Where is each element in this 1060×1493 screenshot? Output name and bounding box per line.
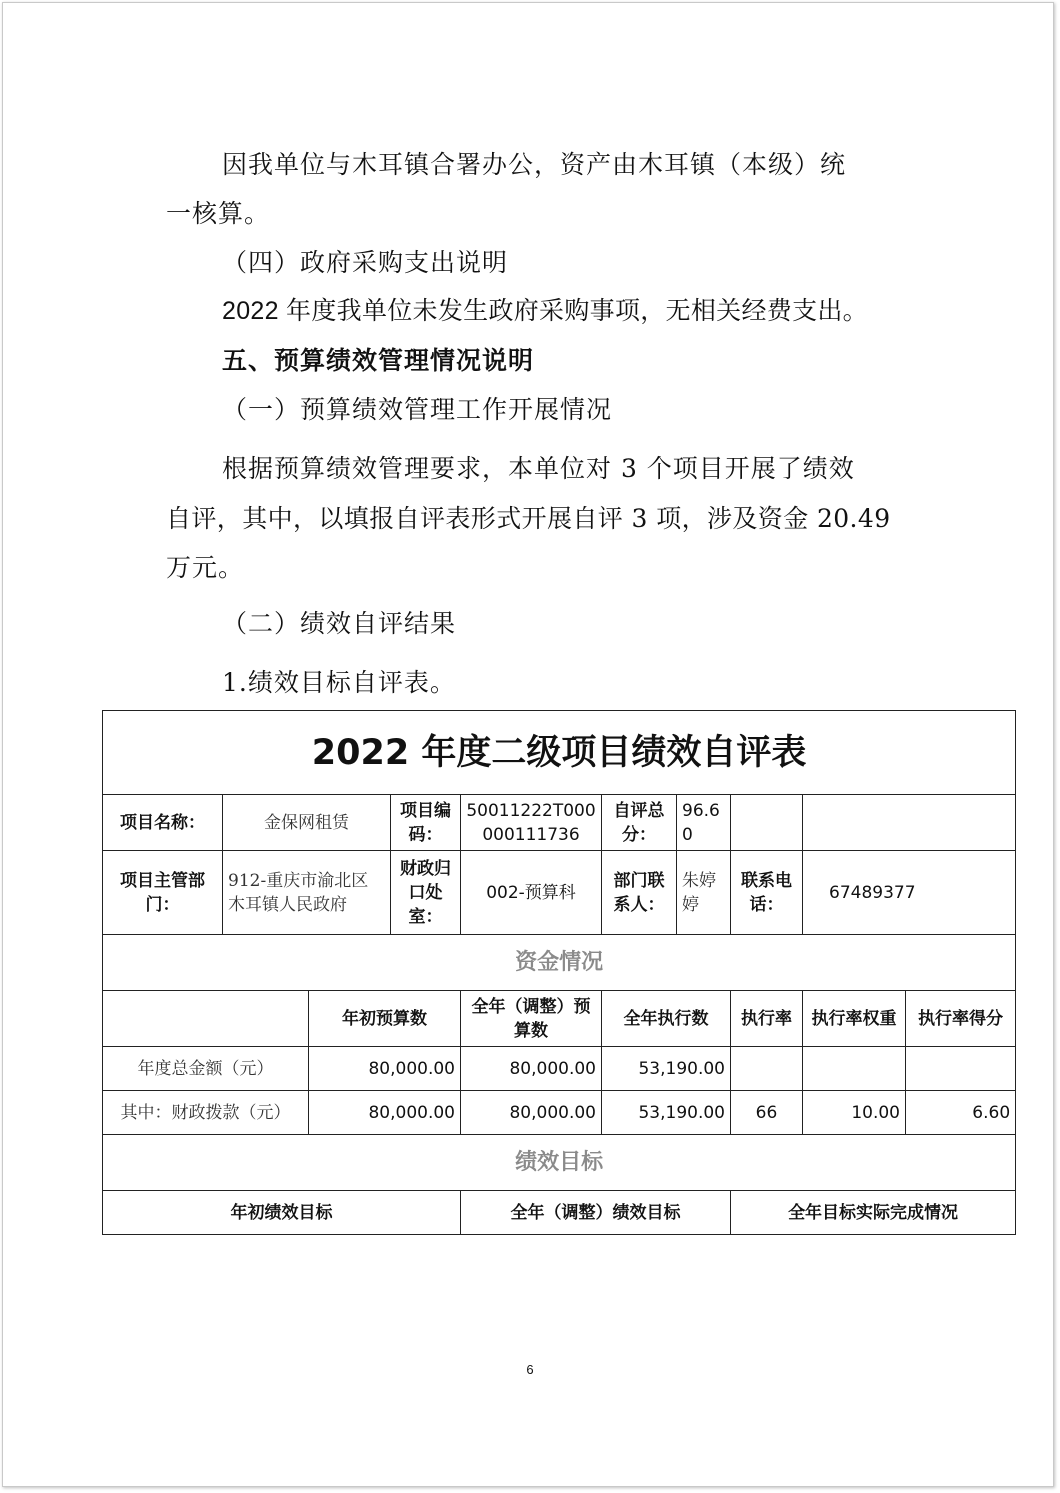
heading-section-five: 五、预算绩效管理情况说明 [222,346,535,375]
paragraph-assets-line2: 一核算。 [166,199,271,228]
adjusted-budget: 80,000.00 [461,1047,602,1091]
table-row [103,1091,1016,1135]
executed-amount: 53,190.00 [602,1091,731,1135]
col-header-weight: 执行率权重 [803,991,906,1047]
table-row [103,1047,1016,1091]
rate-score: 6.60 [906,1091,1016,1135]
col-header-adjusted: 全年（调整）预算数 [461,991,602,1047]
self-score-label: 自评总分： [602,795,677,851]
col-header-rate: 执行率 [731,991,803,1047]
table-title: 2022 年度二级项目绩效自评表 [103,711,1016,795]
heading-self-eval-results: （二）绩效自评结果 [222,609,457,638]
paragraph-performance-line3: 万元。 [166,553,245,582]
heading-procurement: （四）政府采购支出说明 [222,248,509,277]
rate-weight: 10.00 [803,1091,906,1135]
phone-value: 67489377 [803,851,1016,935]
initial-budget: 80,000.00 [309,1047,461,1091]
dept-value: 912-重庆市渝北区木耳镇人民政府 [223,851,391,935]
project-code-value: 50011222T000000111736 [461,795,602,851]
perf-header-actual: 全年目标实际完成情况 [731,1191,1016,1235]
dept-label: 项目主管部门： [103,851,223,935]
paragraph-assets-line1: 因我单位与木耳镇合署办公，资产由木耳镇（本级）统 [222,150,847,179]
contact-label: 部门联系人： [602,851,677,935]
col-header-initial: 年初预算数 [309,991,461,1047]
performance-section-header: 绩效目标 [103,1135,1016,1191]
row-label: 其中：财政拨款（元） [103,1091,309,1135]
project-name-label: 项目名称： [103,795,223,851]
paragraph-performance-line2: 自评，其中，以填报自评表形式开展自评 3 项，涉及资金 20.49 [166,504,891,533]
paragraph-procurement: 2022 年度我单位未发生政府采购事项，无相关经费支出。 [222,297,868,325]
empty-cell [103,991,309,1047]
finance-office-label: 财政归口处室： [391,851,461,935]
empty-cell [803,795,1016,851]
paragraph-performance-line1: 根据预算绩效管理要求，本单位对 3 个项目开展了绩效 [222,454,855,483]
perf-header-initial: 年初绩效目标 [103,1191,461,1235]
execution-rate [731,1047,803,1091]
rate-score [906,1047,1016,1091]
project-code-label: 项目编码： [391,795,461,851]
funds-section-header: 资金情况 [103,935,1016,991]
col-header-executed: 全年执行数 [602,991,731,1047]
adjusted-budget: 80,000.00 [461,1091,602,1135]
execution-rate: 66 [731,1091,803,1135]
page-number: 6 [526,1362,534,1377]
project-name-value: 金保网租赁 [223,795,391,851]
contact-value: 朱婷婷 [677,851,731,935]
empty-cell [731,795,803,851]
rate-weight [803,1047,906,1091]
heading-budget-performance-work: （一）预算绩效管理工作开展情况 [222,395,613,424]
row-label: 年度总金额（元） [103,1047,309,1091]
executed-amount: 53,190.00 [602,1047,731,1091]
phone-label: 联系电话： [731,851,803,935]
col-header-score: 执行率得分 [906,991,1016,1047]
finance-office-value: 002-预算科 [461,851,602,935]
paragraph-eval-table-caption: 1.绩效目标自评表。 [222,668,456,697]
perf-header-adjusted: 全年（调整）绩效目标 [461,1191,731,1235]
self-score-value: 96.60 [677,795,731,851]
self-evaluation-table [102,710,1016,1235]
initial-budget: 80,000.00 [309,1091,461,1135]
